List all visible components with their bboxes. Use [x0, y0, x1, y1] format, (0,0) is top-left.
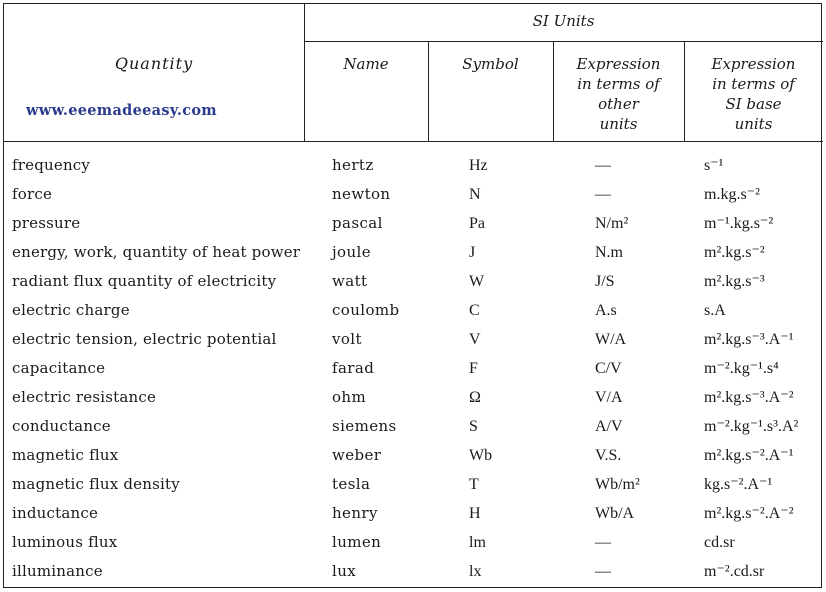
base-units-cell: s.A	[704, 302, 726, 319]
symbol-cell: lm	[469, 534, 486, 551]
name-cell: coulomb	[332, 301, 400, 319]
symbol-cell: lx	[469, 563, 482, 580]
quantity-cell: magnetic flux density	[12, 475, 180, 493]
base-units-cell: m².kg.s⁻³.A⁻¹	[704, 331, 794, 348]
header-line: SI base	[725, 95, 782, 113]
base-units-cell: kg.s⁻².A⁻¹	[704, 476, 773, 493]
table-row	[4, 267, 823, 296]
table-row	[4, 296, 823, 325]
symbol-header: Symbol	[462, 55, 519, 73]
table-row	[4, 238, 823, 267]
quantity-cell: luminous flux	[12, 533, 118, 551]
quantity-cell: force	[12, 185, 53, 203]
quantity-cell: electric tension, electric potential	[12, 330, 277, 348]
name-cell: farad	[332, 359, 375, 377]
symbol-cell: S	[469, 418, 478, 435]
other-units-cell: —	[595, 563, 611, 580]
header-line: Expression	[711, 55, 796, 73]
base-units-cell: m⁻².cd.sr	[704, 563, 765, 580]
base-units-cell: m².kg.s⁻³.A⁻²	[704, 389, 794, 406]
other-units-cell: Wb/m²	[595, 476, 640, 493]
header-line: other	[598, 95, 639, 113]
name-cell: tesla	[332, 475, 371, 493]
quantity-cell: electric charge	[12, 301, 130, 319]
table-row	[4, 383, 823, 412]
table-row	[4, 151, 823, 180]
base-units-cell: m⁻¹.kg.s⁻²	[704, 215, 774, 232]
base-units-cell: m².kg.s⁻².A⁻²	[704, 505, 794, 522]
symbol-cell: H	[469, 505, 481, 522]
expression-base-units-header	[684, 54, 823, 134]
header-line: units	[599, 115, 638, 133]
table-row	[4, 441, 823, 470]
symbol-cell: Pa	[469, 215, 485, 232]
other-units-cell: —	[595, 157, 611, 174]
other-units-cell: —	[595, 534, 611, 551]
other-units-cell: V/A	[595, 389, 623, 406]
other-units-cell: V.S.	[595, 447, 622, 464]
symbol-cell: Wb	[469, 447, 493, 464]
quantity-cell: frequency	[12, 156, 91, 174]
base-units-cell: m².kg.s⁻³	[704, 273, 765, 290]
base-units-cell: cd.sr	[704, 534, 735, 551]
quantity-cell: radiant flux quantity of electricity	[12, 272, 277, 290]
si-units-header: SI Units	[532, 12, 595, 30]
other-units-cell: N.m	[595, 244, 623, 261]
base-units-cell: s⁻¹	[704, 157, 724, 174]
base-units-cell: m.kg.s⁻²	[704, 186, 760, 203]
name-header: Name	[343, 55, 389, 73]
other-units-cell: N/m²	[595, 215, 629, 232]
quantity-cell: conductance	[12, 417, 111, 435]
header-line: units	[734, 115, 773, 133]
table-row	[4, 470, 823, 499]
base-units-cell: m².kg.s⁻²	[704, 244, 765, 261]
symbol-cell: F	[469, 360, 478, 377]
header-line: in terms of	[712, 75, 795, 93]
other-units-cell: A.s	[595, 302, 617, 319]
quantity-cell: electric resistance	[12, 388, 157, 406]
base-units-cell: m².kg.s⁻².A⁻¹	[704, 447, 794, 464]
website-link[interactable]: www.eeemadeeasy.com	[26, 102, 217, 119]
quantity-cell: capacitance	[12, 359, 106, 377]
table-row	[4, 557, 823, 586]
header-line: Expression	[576, 55, 661, 73]
base-units-cell: m⁻².kg⁻¹.s³.A²	[704, 418, 799, 435]
name-cell: lumen	[332, 533, 382, 551]
name-cell: watt	[332, 272, 368, 290]
name-cell: ohm	[332, 388, 367, 406]
table-row	[4, 209, 823, 238]
table-row	[4, 354, 823, 383]
quantity-cell: illuminance	[12, 562, 103, 580]
symbol-cell: Hz	[469, 157, 488, 174]
table-row	[4, 325, 823, 354]
quantity-cell: energy, work, quantity of heat power	[12, 243, 301, 261]
table-row	[4, 528, 823, 557]
table-row	[4, 180, 823, 209]
base-units-cell: m⁻².kg⁻¹.s⁴	[704, 360, 779, 377]
name-cell: hertz	[332, 156, 374, 174]
symbol-cell: N	[469, 186, 481, 203]
quantity-cell: pressure	[12, 214, 81, 232]
name-cell: newton	[332, 185, 391, 203]
name-cell: lux	[332, 562, 357, 580]
expression-other-units-header	[553, 54, 684, 134]
name-cell: henry	[332, 504, 378, 522]
name-cell: pascal	[332, 214, 383, 232]
header-bottom-rule	[4, 141, 823, 142]
symbol-cell: J	[469, 244, 476, 261]
table-row	[4, 499, 823, 528]
name-cell: siemens	[332, 417, 397, 435]
quantity-cell: magnetic flux	[12, 446, 119, 464]
other-units-cell: W/A	[595, 331, 627, 348]
other-units-cell: Wb/A	[595, 505, 635, 522]
other-units-cell: J/S	[595, 273, 615, 290]
symbol-cell: T	[469, 476, 479, 493]
symbol-cell: W	[469, 273, 485, 290]
quantity-header: Quantity	[114, 54, 194, 73]
name-cell: volt	[332, 330, 362, 348]
name-cell: joule	[332, 243, 372, 261]
other-units-cell: A/V	[595, 418, 623, 435]
symbol-cell: C	[469, 302, 480, 319]
quantity-cell: inductance	[12, 504, 99, 522]
table-row	[4, 412, 823, 441]
other-units-cell: C/V	[595, 360, 622, 377]
other-units-cell: —	[595, 186, 611, 203]
symbol-cell: Ω	[469, 389, 481, 406]
symbol-cell: V	[469, 331, 481, 348]
header-line: in terms of	[577, 75, 660, 93]
si-units-table	[3, 3, 822, 588]
name-cell: weber	[332, 446, 382, 464]
header-divider	[304, 41, 823, 42]
